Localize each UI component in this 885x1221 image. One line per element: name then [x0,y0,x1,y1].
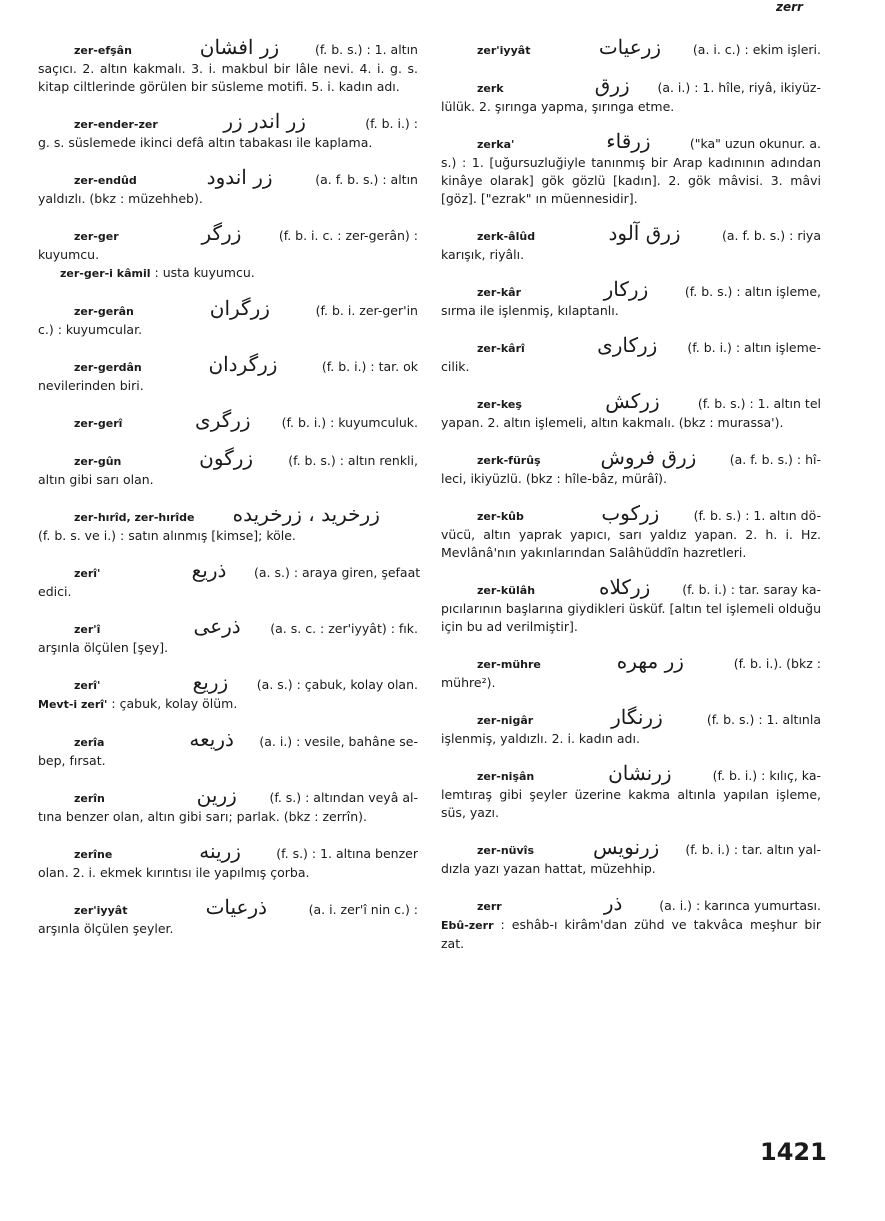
definition: (f. b. s. ve i.) : satın alınmış [kimse]; köle. [38,528,296,543]
arabic-script: زركوب [601,501,660,525]
headword: zerr [477,900,502,913]
dictionary-entry [441,35,821,60]
arabic-script: زرخريد ، زرخريده [232,502,380,526]
definition: arşınla ölçülen şeyler. [38,921,174,936]
dictionary-entry [441,129,821,208]
grammar-note: (f. b. s.) : altın renkli, [288,453,418,468]
dictionary-entry [38,558,421,601]
entry-head [441,575,821,600]
definition: nevilerinden biri. [38,378,144,393]
headword: zer-gerdân [74,361,142,374]
grammar-note: (f. b. i.) : kılıç, ka- [712,768,821,783]
definition: olan. 2. i. ekmek kırıntısı ile yapılmış çorba. [38,865,310,880]
headword: zerk-âlûd [477,230,536,243]
grammar-note: (f. b. i.) : tar. ok [321,359,418,374]
sub-entry [38,264,418,283]
dictionary-entry [441,761,821,822]
dictionary-entry [441,277,821,320]
definition: yaldızlı. (bkz : müzehheb). [38,191,203,206]
sub-entry [441,916,821,953]
definition: altın gibi sarı olan. [38,472,154,487]
page-number: 1421 [760,1138,827,1166]
definition: sırma ile işlenmiş, kılaptanlı. [441,303,619,318]
entry-head [38,558,421,583]
dictionary-entry [441,891,821,953]
arabic-script: ذرعى [193,614,241,638]
arabic-script: زرگری [195,408,251,432]
entry-head [441,705,821,730]
headword: zerk-fürûş [477,454,541,467]
entry-head [441,73,821,98]
definition: vücü, altın yaprak yapıcı, sarı yaldız yapan. 2. h. i. Hz. Mevlânâ'nın yakınlarından Salâhüddîn hazretleri. [441,527,821,560]
headword: zerka' [477,138,515,151]
entry-head [38,895,418,920]
entry-head [38,727,418,752]
entry-head [38,614,418,639]
definition: işlenmiş, yaldızlı. 2. i. kadın adı. [441,731,640,746]
sub-headword: zer-ger-i kâmil [60,267,151,280]
entry-head [38,783,418,808]
dictionary-entry [38,502,418,545]
entry-head [441,333,821,358]
headword: zer-hırîd, zer-hırîde [74,511,195,524]
sub-definition: : çabuk, kolay ölüm. [111,696,238,711]
grammar-note: (a. i.) : 1. hîle, riyâ, ikiyüz- [657,80,821,95]
grammar-note: (a. i. c.) : ekim işleri. [692,42,821,57]
definition: lemtıraş gibi şeyler üzerine kakma altınla yapılan işleme, süs, yazı. [441,787,821,820]
headword: zer-kârî [477,342,525,355]
dictionary-entry [441,705,821,748]
dictionary-entry [38,296,418,339]
grammar-note: (f. s.) : altından veyâ al- [269,790,418,805]
headword: zerîn [74,792,105,805]
entry-head [441,649,821,674]
headword: zer-keş [477,398,522,411]
grammar-note: (a. i. zer'î nin c.) : [308,902,418,917]
running-head: zerr [776,0,803,14]
grammar-note: (f. b. s.) : altın işleme, [684,284,821,299]
definition: s.) : 1. [uğursuzluğiyle tanınmış bir Arap kadınının adından kinâye olarak] gök gözlü [kadın]. 2. gök mâvisi. 3. mâvi [göz]. ["ezrak" ın müennesidir]. [441,155,821,206]
entry-head [441,221,821,246]
grammar-note: (a. i.) : karınca yumurtası. [659,898,821,913]
entry-head [441,35,821,60]
definition: kuyumcu. [38,247,100,262]
entry-head [38,35,418,60]
arabic-script: زر اندر زر [223,109,306,133]
sub-entry [38,695,418,714]
entry-head [441,277,821,302]
dictionary-entry [38,352,418,395]
headword: zer-gûn [74,455,122,468]
definition: bep, fırsat. [38,753,106,768]
entry-head [441,891,821,916]
arabic-script: زرق فروش [600,445,697,469]
grammar-note: (a. f. b. s.) : riya [722,228,821,243]
definition: lülük. 2. şırınga yapma, şırınga etme. [441,99,675,114]
headword: zer'iyyât [477,44,531,57]
headword: zerî' [74,567,101,580]
dictionary-entry [38,727,418,770]
entry-head [38,408,418,433]
arabic-script: زر مهره [616,649,684,673]
dictionary-entry [38,408,418,433]
dictionary-entry [441,575,821,636]
headword: zer'î [74,623,101,636]
arabic-script: ذرعيات [205,895,268,919]
dictionary-entry [441,73,821,116]
grammar-note: (a. s. c. : zer'iyyât) : fık. [270,621,418,636]
grammar-note: (f. b. i.) : tar. saray ka- [682,582,821,597]
definition: karışık, riyâlı. [441,247,525,262]
definition: g. s. süslemede ikinci defâ altın tabakası ile kaplama. [38,135,373,150]
definition: c.) : kuyumcular. [38,322,143,337]
arabic-script: زر افشان [199,35,280,59]
grammar-note: (f. b. i.). (bkz : [733,656,821,671]
definition: yapan. 2. altın işlemeli, altın kakmalı. (bkz : murassa'). [441,415,784,430]
arabic-script: زركار [603,277,649,301]
headword: zer-endûd [74,174,137,187]
entry-head [38,352,418,377]
dictionary-entry [441,221,821,264]
grammar-note: (f. b. s.) : 1. altın [314,42,418,57]
grammar-note: (f. b. i.) : [365,116,418,131]
entry-head [441,129,821,154]
headword: zer-kûb [477,510,524,523]
entry-head [38,165,418,190]
headword: zer-gerî [74,417,123,430]
definition: arşınla ölçülen [şey]. [38,640,169,655]
definition: edici. [38,584,72,599]
definition: mühre²). [441,675,496,690]
entry-head [441,835,821,860]
dictionary-entry [38,165,418,208]
arabic-script: زركش [605,389,660,413]
grammar-note: (f. b. i. zer-ger'in [315,303,418,318]
arabic-script: زرق آلود [608,221,681,245]
arabic-script: زرقاء [606,129,651,153]
entry-head [441,389,821,414]
entry-head [38,296,418,321]
headword: zer-nişân [477,770,535,783]
sub-definition: : usta kuyumcu. [154,265,255,280]
grammar-note: ("ka" uzun okunur. a. [689,136,821,151]
grammar-note: (a. f. b. s.) : hî- [729,452,821,467]
dictionary-entry [38,895,418,938]
entry-head [38,670,418,695]
arabic-script: ذريعه [189,727,234,751]
arabic-script: زرگون [199,446,254,470]
dictionary-entry [38,35,418,96]
arabic-script: زرعيات [598,35,662,59]
headword: zer-ender-zer [74,118,158,131]
arabic-script: زر اندود [206,165,273,189]
entry-head [38,221,418,246]
headword: zer-mühre [477,658,541,671]
sub-headword: Mevt-i zerî' [38,698,108,711]
entry-head [441,445,821,470]
arabic-script: زرينه [199,839,241,863]
grammar-note: (f. b. s.) : 1. altınla [706,712,821,727]
dictionary-entry [38,446,418,489]
sub-headword: Ebû-zerr [441,919,494,932]
headword: zer-gerân [74,305,134,318]
left-column [38,35,421,954]
dictionary-entry [38,783,418,826]
arabic-script: زرين [196,783,237,807]
headword: zer-nigâr [477,714,534,727]
headword: zerîne [74,848,113,861]
headword: zer-ger [74,230,119,243]
headword: zer-efşân [74,44,132,57]
sub-definition: : eshâb-ı kirâm'dan zühd ve takvâca meşhur bir zat. [441,917,821,951]
headword: zer-kâr [477,286,522,299]
grammar-note: (a. f. b. s.) : altın [315,172,418,187]
headword: zerîa [74,736,105,749]
dictionary-entry [38,670,418,714]
headword: zer-külâh [477,584,536,597]
grammar-note: (a. i.) : vesile, bahâne se- [259,734,418,749]
arabic-script: زرق [594,73,630,97]
definition: pıcılarının başlarına giydikleri üsküf. [altın tel işlemeli olduğu için bu ad verilmiştir]. [441,601,821,634]
dictionary-entry [38,109,418,152]
arabic-script: زركلاه [599,575,651,599]
grammar-note: (a. s.) : çabuk, kolay olan. [256,677,418,692]
grammar-note: (f. b. s.) : 1. altın dö- [693,508,821,523]
dictionary-entry [441,835,821,878]
entry-head [38,109,418,134]
arabic-script: زرنگار [611,705,663,729]
definition: leci, ikiyüzlü. (bkz : hîle-bâz, mürâî). [441,471,668,486]
entry-head [441,761,821,786]
arabic-script: زركارى [597,333,658,357]
arabic-script: ذر [603,891,623,915]
entry-head [38,839,418,864]
grammar-note: (f. b. i. c. : zer-gerân) : [278,228,418,243]
arabic-script: زرگران [209,296,270,320]
dictionary-entry [441,501,821,562]
definition: saçıcı. 2. altın kakmalı. 3. i. makbul bir lâle nevi. 4. i. g. s. kitap ciltlerinde görülen bir süsleme motifi. 5. i. kadın adı. [38,61,418,94]
headword: zerk [477,82,504,95]
grammar-note: (f. s.) : 1. altına benzer [276,846,418,861]
arabic-script: زرگردان [208,352,278,376]
arabic-script: زرگر [201,221,242,245]
dictionary-entry [441,333,821,376]
grammar-note: (f. b. s.) : 1. altın tel [697,396,821,411]
grammar-note: (f. b. i.) : altın işleme- [687,340,821,355]
definition: tına benzer olan, altın gibi sarı; parlak. (bkz : zerrîn). [38,809,368,824]
arabic-script: زرنشان [608,761,672,785]
grammar-note: (a. s.) : araya giren, şefaat [254,565,421,580]
dictionary-entry [38,839,418,882]
arabic-script: ذريع [191,558,227,582]
dictionary-entry [38,221,418,283]
grammar-note: (f. b. i.) : tar. altın yal- [685,842,821,857]
headword: zer-nüvîs [477,844,535,857]
headword: zerî' [74,679,101,692]
grammar-note: (f. b. i.) : kuyumculuk. [281,415,418,430]
definition: dızla yazı yazan hattat, müzehhip. [441,861,656,876]
headword: zer'iyyât [74,904,128,917]
entry-head [441,501,821,526]
arabic-script: زرنويس [593,835,660,859]
entry-head [38,446,418,471]
entry-head [38,502,418,527]
dictionary-entry [441,445,821,488]
arabic-script: زريع [192,670,229,694]
dictionary-entry [38,614,418,657]
dictionary-entry [441,649,821,692]
dictionary-entry [441,389,821,432]
right-column [441,35,821,969]
definition: cilik. [441,359,470,374]
